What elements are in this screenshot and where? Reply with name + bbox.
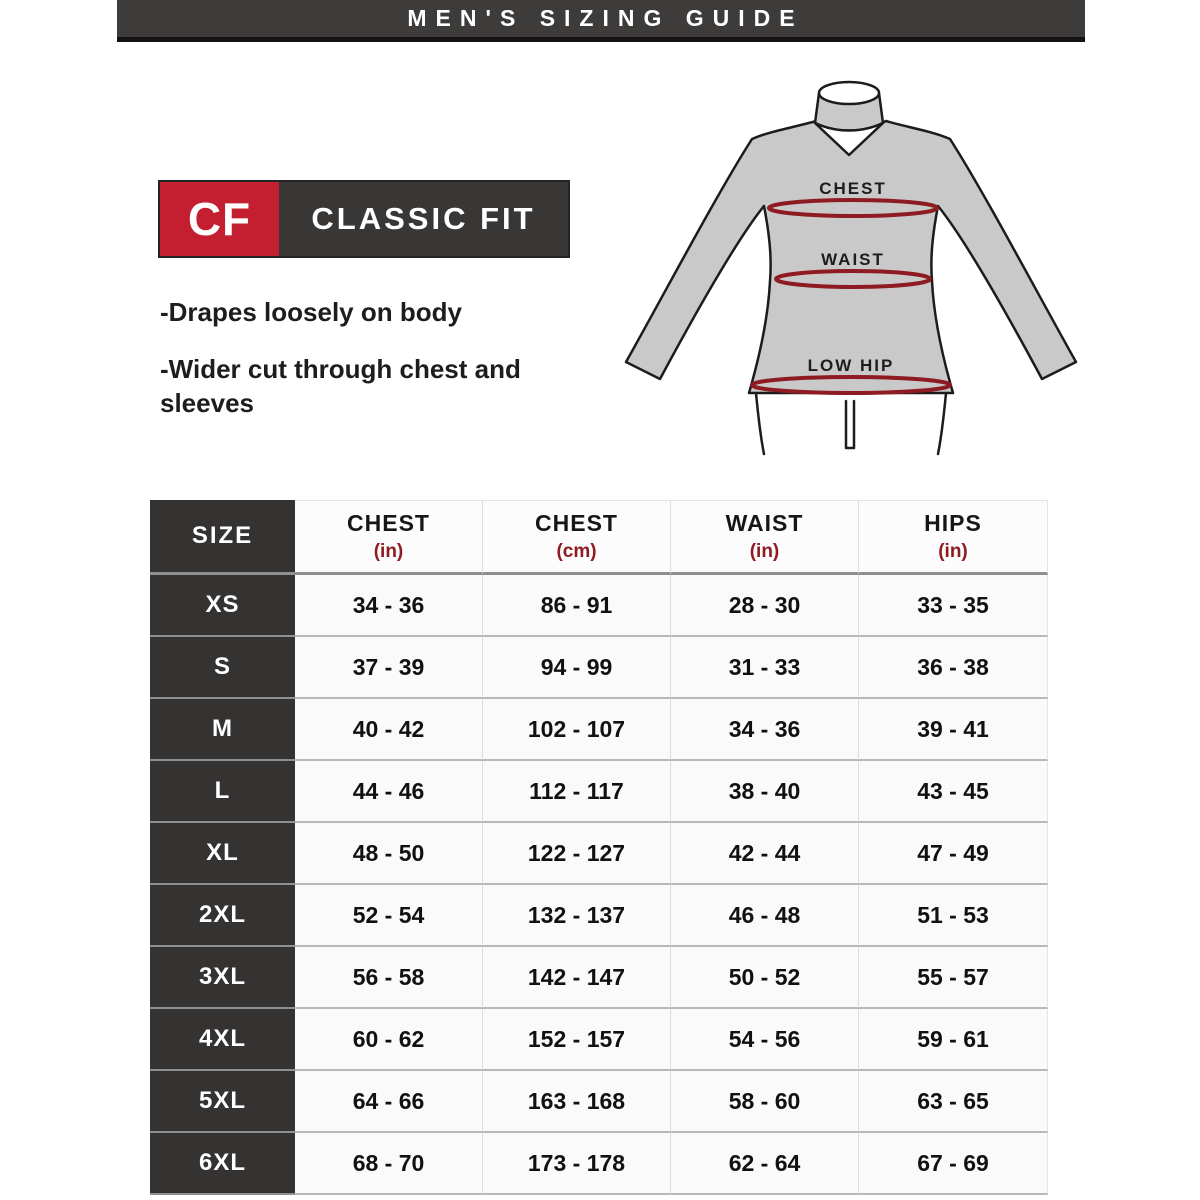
size-cell: 4XL (150, 1009, 295, 1071)
table-row (150, 1133, 1048, 1195)
waist-label: WAIST (821, 250, 885, 269)
measurement-cell: 38 - 40 (671, 761, 859, 823)
column-header-chest-in (295, 500, 483, 575)
measurement-cell: 122 - 127 (483, 823, 671, 885)
chest-label: CHEST (819, 179, 887, 198)
size-cell: S (150, 637, 295, 699)
size-cell: M (150, 699, 295, 761)
measurement-cell: 152 - 157 (483, 1009, 671, 1071)
size-cell: 5XL (150, 1071, 295, 1133)
measurement-cell: 48 - 50 (295, 823, 483, 885)
fit-notes (160, 296, 600, 420)
table-row (150, 1009, 1048, 1071)
measurement-cell: 163 - 168 (483, 1071, 671, 1133)
measurement-cell: 43 - 45 (859, 761, 1048, 823)
measurement-cell: 59 - 61 (859, 1009, 1048, 1071)
column-unit: (in) (749, 541, 780, 562)
table-row (150, 761, 1048, 823)
column-unit: (in) (938, 541, 968, 562)
note-drapes: -Drapes loosely on body (160, 297, 462, 327)
column-header-waist-in (671, 500, 859, 575)
measurement-cell: 58 - 60 (671, 1071, 859, 1133)
measurement-cell: 62 - 64 (671, 1133, 859, 1195)
measurement-cell: 50 - 52 (671, 947, 859, 1009)
column-unit: (in) (373, 541, 404, 562)
measurement-cell: 112 - 117 (483, 761, 671, 823)
measurement-cell: 51 - 53 (859, 885, 1048, 947)
size-table (150, 500, 1048, 1195)
measurement-cell: 86 - 91 (483, 575, 671, 637)
measurement-cell: 63 - 65 (859, 1071, 1048, 1133)
table-row (150, 637, 1048, 699)
measurement-cell: 33 - 35 (859, 575, 1048, 637)
table-row (150, 885, 1048, 947)
low-hip-label: LOW HIP (807, 356, 895, 375)
column-title: CHEST (347, 510, 430, 536)
measurement-cell: 42 - 44 (671, 823, 859, 885)
measurement-cell: 94 - 99 (483, 637, 671, 699)
measurement-cell: 52 - 54 (295, 885, 483, 947)
measurement-cell: 44 - 46 (295, 761, 483, 823)
measurement-cell: 34 - 36 (295, 575, 483, 637)
shirt-neck-opening (819, 82, 879, 104)
size-table-body (150, 575, 1048, 1195)
measurement-cell: 56 - 58 (295, 947, 483, 1009)
size-cell: 3XL (150, 947, 295, 1009)
measurement-cell: 47 - 49 (859, 823, 1048, 885)
table-row (150, 1071, 1048, 1133)
column-unit: (cm) (556, 541, 597, 562)
measurement-cell: 54 - 56 (671, 1009, 859, 1071)
measurement-cell: 31 - 33 (671, 637, 859, 699)
fit-label: CLASSIC FIT (279, 182, 568, 256)
shirt-measurement-diagram (600, 60, 1120, 460)
column-header-chest-cm (483, 500, 671, 575)
column-title: HIPS (924, 510, 982, 536)
measurement-cell: 64 - 66 (295, 1071, 483, 1133)
shirt-illustration (600, 60, 1120, 460)
measurement-cell: 132 - 137 (483, 885, 671, 947)
column-title: WAIST (725, 510, 804, 536)
measurement-cell: 34 - 36 (671, 699, 859, 761)
size-cell: 2XL (150, 885, 295, 947)
measurement-cell: 37 - 39 (295, 637, 483, 699)
measurement-cell: 173 - 178 (483, 1133, 671, 1195)
banner-title: MEN'S SIZING GUIDE (407, 5, 804, 31)
measurement-cell: 67 - 69 (859, 1133, 1048, 1195)
measurement-cell: 68 - 70 (295, 1133, 483, 1195)
column-header-hips-in (859, 500, 1048, 575)
measurement-cell: 142 - 147 (483, 947, 671, 1009)
measurement-cell: 60 - 62 (295, 1009, 483, 1071)
column-title: CHEST (535, 510, 618, 536)
size-cell: L (150, 761, 295, 823)
measurement-cell: 102 - 107 (483, 699, 671, 761)
measurement-cell: 28 - 30 (671, 575, 859, 637)
measurement-cell: 36 - 38 (859, 637, 1048, 699)
size-cell: 6XL (150, 1133, 295, 1195)
table-row (150, 823, 1048, 885)
table-row (150, 947, 1048, 1009)
fit-abbr: CF (160, 182, 279, 256)
measurement-cell: 55 - 57 (859, 947, 1048, 1009)
table-row (150, 699, 1048, 761)
table-row (150, 575, 1048, 637)
shirt-hip-lines (756, 393, 946, 454)
table-header-row (150, 500, 1048, 575)
note-wider-cut: -Wider cut through chest and sleeves (160, 354, 521, 418)
measurement-cell: 40 - 42 (295, 699, 483, 761)
measurement-cell: 46 - 48 (671, 885, 859, 947)
fit-badge (158, 180, 570, 258)
size-cell: XS (150, 575, 295, 637)
sizing-guide-banner (117, 0, 1085, 42)
measurement-cell: 39 - 41 (859, 699, 1048, 761)
size-column-header: SIZE (150, 500, 295, 575)
size-cell: XL (150, 823, 295, 885)
